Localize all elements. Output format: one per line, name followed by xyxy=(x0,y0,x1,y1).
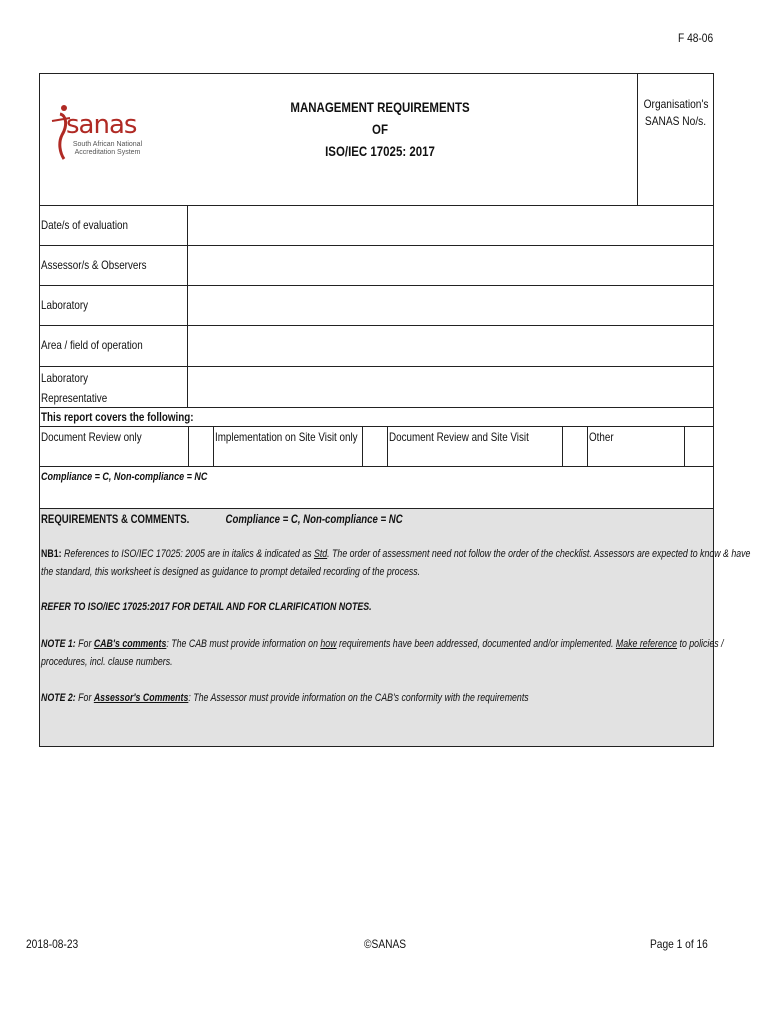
report-coverage-options xyxy=(40,427,713,467)
footer-date: 2018-08-23 xyxy=(26,937,79,951)
field-laboratory-representative[interactable] xyxy=(189,367,713,407)
label-dates-of-evaluation: Date/s of evaluation xyxy=(40,206,188,245)
evaluation-form xyxy=(39,73,751,747)
organisation-sanas-number-cell[interactable] xyxy=(637,74,713,205)
form-header xyxy=(40,74,713,206)
requirements-comments-notes xyxy=(40,509,751,746)
label-laboratory-representative: Laboratory Representative xyxy=(40,367,188,407)
option-review-and-site-visit-checkbox[interactable] xyxy=(562,427,588,466)
assessor-comments-term: Assessor's Comments xyxy=(93,692,189,704)
title-line-1: MANAGEMENT REQUIREMENTS xyxy=(290,99,470,115)
option-implementation-site-visit-checkbox[interactable] xyxy=(362,427,388,466)
option-implementation-site-visit-label: Implementation on Site Visit only xyxy=(215,430,358,444)
refer-to-standard-note: REFER TO ISO/IEC 17025:2017 FOR DETAIL AND FOR CLARIFICATION NOTES. xyxy=(41,601,372,613)
row-area-field-of-operation xyxy=(40,326,713,367)
option-document-review-only-checkbox[interactable] xyxy=(188,427,214,466)
document-title xyxy=(250,96,510,162)
label-assessors-observers: Assessor/s & Observers xyxy=(40,246,188,285)
requirements-compliance-legend: Compliance = C, Non-compliance = NC xyxy=(225,512,403,526)
title-line-3: ISO/IEC 17025: 2017 xyxy=(325,143,435,159)
footer-page-number: Page 1 of 16 xyxy=(650,937,708,951)
report-covers-heading: This report covers the following: xyxy=(40,408,713,427)
nb1-line-1: NB1: References to ISO/IEC 17025: 2005 are in italics & indicated as Std. The order of assessment need not follow the order of the checklist. Assessors are expected to know & have xyxy=(41,548,751,560)
option-review-and-site-visit-label: Document Review and Site Visit xyxy=(389,430,529,444)
note-2-label: NOTE 2: xyxy=(41,692,76,704)
field-dates-of-evaluation[interactable] xyxy=(189,206,713,245)
nb1-line-2: the standard, this worksheet is designed as guidance to prompt detailed recording of the process. xyxy=(41,566,421,578)
note-1-line-2: procedures, incl. clause numbers. xyxy=(41,656,173,668)
cab-comments-term: CAB's comments xyxy=(93,638,167,650)
label-area-field-of-operation: Area / field of operation xyxy=(40,326,188,366)
nb1-label: NB1: xyxy=(41,548,62,560)
form-code: F 48-06 xyxy=(678,31,714,45)
field-laboratory[interactable] xyxy=(189,286,713,325)
org-label-line-2: SANAS No/s. xyxy=(644,114,707,128)
logo-tagline: South African National Accreditation System xyxy=(72,141,143,156)
row-laboratory xyxy=(40,286,713,326)
logo-wordmark: sanas xyxy=(66,110,137,140)
footer-copyright: ©SANAS xyxy=(364,937,407,951)
requirements-heading-line xyxy=(41,512,403,526)
requirements-heading: REQUIREMENTS & COMMENTS. xyxy=(41,512,190,526)
option-other-label: Other xyxy=(589,430,614,444)
note-2-line: NOTE 2: For Assessor's Comments: The Assessor must provide information on the CAB's conformity with the requirements xyxy=(41,692,529,704)
std-marker: Std xyxy=(313,548,328,560)
row-dates-of-evaluation xyxy=(40,206,713,246)
field-assessors-observers[interactable] xyxy=(189,246,713,285)
org-label-line-1: Organisation's xyxy=(643,97,709,111)
compliance-legend-row: Compliance = C, Non-compliance = NC xyxy=(40,467,713,509)
label-laboratory: Laboratory xyxy=(40,286,188,325)
option-other-checkbox[interactable] xyxy=(684,427,713,466)
row-assessors-observers xyxy=(40,246,713,286)
note-1-label: NOTE 1: xyxy=(41,638,76,650)
option-document-review-only-label: Document Review only xyxy=(41,430,142,444)
sanas-logo xyxy=(50,101,150,165)
note-1-line-1: NOTE 1: For CAB's comments: The CAB must provide information on how requirements have been addressed, documented and/or implemented. Make reference to policies / xyxy=(41,638,724,650)
field-area-field-of-operation[interactable] xyxy=(189,326,713,366)
title-line-2: OF xyxy=(372,121,388,137)
row-laboratory-representative xyxy=(40,367,713,408)
